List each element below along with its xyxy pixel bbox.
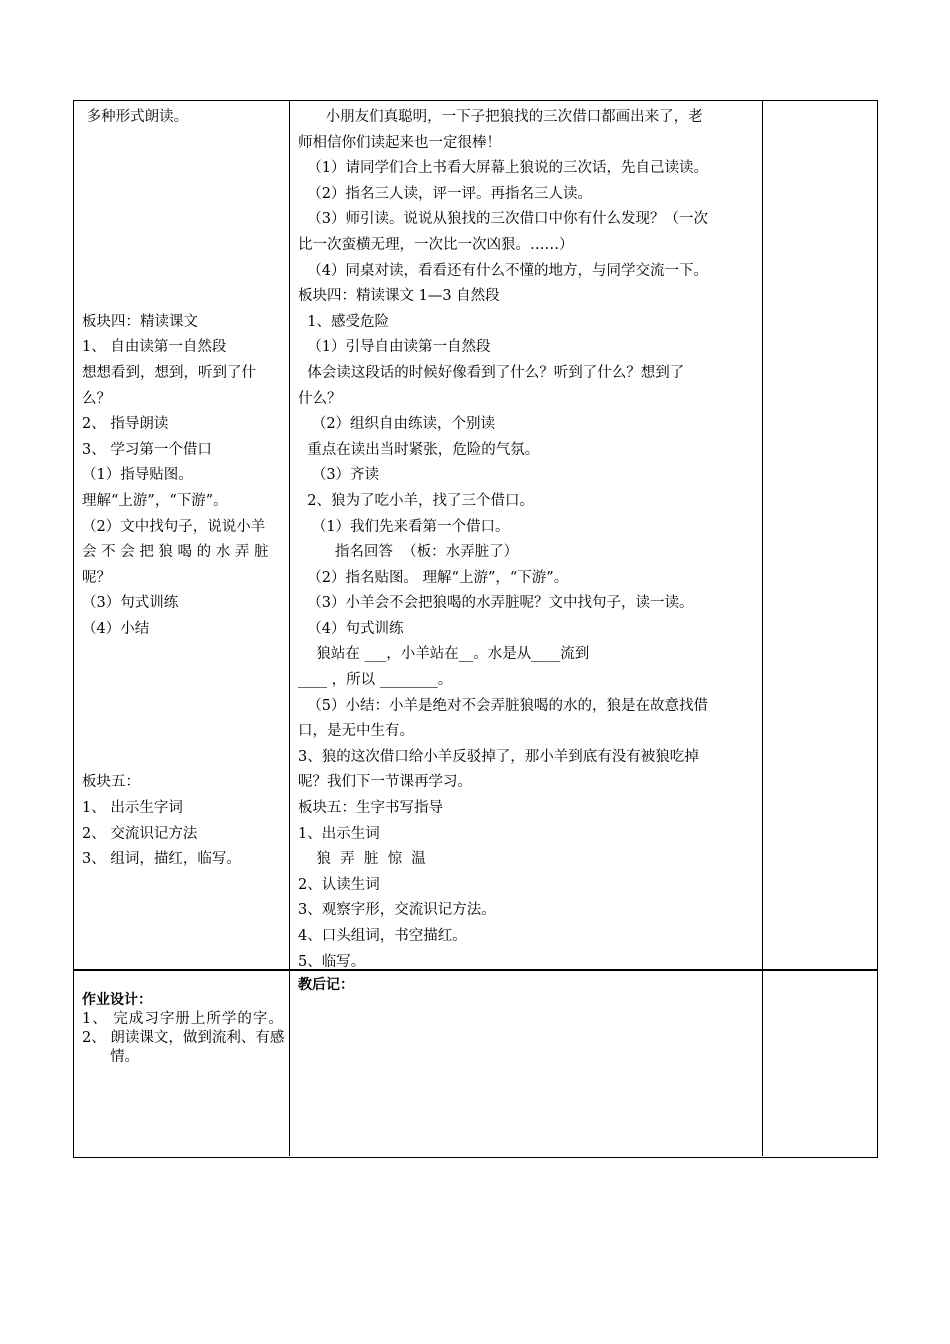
left-column-line: （2）文中找句子，说说小羊: [82, 518, 266, 535]
left-column-line: （4）小结: [82, 620, 150, 637]
procedure-line: （1）我们先来看第一个借口。: [298, 518, 510, 535]
procedure-line: 重点在读出当时紧张，危险的气氛。: [298, 441, 540, 458]
procedure-line: 比一次蛮横无理，一次比一次凶狠。……）: [298, 236, 574, 253]
left-column-line: 板块四：精读课文: [82, 313, 198, 330]
left-column-line: [82, 156, 282, 182]
column-divider-2: [762, 101, 763, 1156]
afterword-title: 教后记：: [298, 977, 354, 993]
left-column-line: 3、 组词，描红，临写。: [82, 851, 241, 868]
left-column-line: [82, 284, 282, 310]
left-column-line: 理解“上游”，“下游”。: [82, 492, 228, 509]
procedure-line: （3）师引读。说说从狼找的三次借口中你有什么发现？（一次: [298, 211, 708, 228]
left-column-line: 3、 学习第一个借口: [82, 441, 212, 458]
homework-item-1: 1、 完成习字册上所学的字。: [82, 1011, 284, 1027]
left-column-line: [82, 182, 282, 208]
procedure-line: （3）小羊会不会把狼喝的水弄脏呢？文中找句子，读一读。: [298, 595, 694, 612]
left-column-line: [82, 131, 282, 157]
procedure-line: 3、观察字形，交流识记方法。: [298, 902, 496, 919]
procedure-line: （1）请同学们合上书看大屏幕上狼说的三次话，先自己读读。: [298, 160, 708, 177]
procedure-line: 1、出示生词: [298, 825, 380, 842]
procedure-line: ____ ，所以 ________。: [298, 672, 453, 689]
left-column-line: 2、 指导朗读: [82, 416, 169, 433]
procedure-line: 2、狼为了吃小羊，找了三个借口。: [298, 492, 534, 509]
procedure-line: （2）指名三人读，评一评。再指名三人读。: [298, 185, 592, 202]
left-column-line: [82, 745, 282, 771]
left-column-line: [82, 259, 282, 285]
procedure-line: （2）组织自由练读，个别读: [298, 416, 496, 433]
left-column-steps: [82, 105, 282, 873]
procedure-line: 5、临写。: [298, 953, 366, 970]
procedure-line: 2、认读生词: [298, 876, 380, 893]
procedure-line: 体会读这段话的时候好像看到了什么？听到了什么？想到了: [298, 364, 685, 381]
procedure-line: 板块四：精读课文 1—3 自然段: [298, 288, 500, 305]
left-column-line: [82, 233, 282, 259]
middle-column-procedure: [298, 105, 758, 975]
left-column-line: [82, 694, 282, 720]
procedure-line: 小朋友们真聪明，一下子把狼找的三次借口都画出来了，老: [298, 109, 703, 125]
left-column-line: 2、 交流识记方法: [82, 825, 198, 842]
left-column-line: （3）句式训练: [82, 595, 179, 612]
procedure-line: （1）引导自由读第一自然段: [298, 339, 491, 356]
left-column-line: [82, 668, 282, 694]
left-column-line: 呢？: [82, 569, 111, 586]
procedure-line: 指名回答 （板：水弄脏了）: [298, 544, 519, 561]
left-column-line: [82, 207, 282, 233]
procedure-line: 1、感受危险: [298, 313, 389, 330]
left-column-line: （1）指导贴图。: [82, 467, 193, 484]
procedure-line: （3）齐读: [298, 467, 380, 484]
procedure-line: （4）同桌对读，看看还有什么不懂的地方，与同学交流一下。: [298, 262, 708, 279]
procedure-line: 狼站在 ___，小羊站在__。水是从____流到: [298, 646, 590, 663]
left-column-line: [82, 719, 282, 745]
procedure-line: （4）句式训练: [298, 620, 404, 637]
procedure-line: 狼 弄 脏 惊 温: [298, 851, 426, 868]
procedure-line: 3、狼的这次借口给小羊反驳掉了，那小羊到底有没有被狼吃掉: [298, 748, 699, 765]
lesson-table: [73, 100, 878, 1158]
left-column-line: 1、 自由读第一自然段: [82, 339, 227, 356]
left-column-line: 想想看到，想到，听到了什: [82, 364, 256, 381]
column-divider-1: [289, 101, 290, 1156]
homework-design: [82, 991, 285, 1067]
procedure-line: （5）小结：小羊是绝对不会弄脏狼喝的水的，狼是在故意找借: [298, 697, 708, 714]
procedure-line: 什么？: [298, 390, 342, 407]
left-column-line: 多种形式朗读。: [82, 109, 189, 125]
procedure-line: 口，是无中生有。: [298, 723, 414, 740]
left-column-line: 板块五：: [82, 774, 140, 791]
homework-title: 作业设计：: [82, 992, 152, 1008]
left-column-line: [82, 642, 282, 668]
procedure-line: 4、口头组词，书空描红。: [298, 928, 467, 944]
left-column-line: 1、 出示生字词: [82, 800, 183, 817]
procedure-line: 板块五：生字书写指导: [298, 800, 443, 817]
procedure-line: 呢？我们下一节课再学习。: [298, 774, 472, 791]
procedure-line: （2）指名贴图。 理解“上游”，“下游”。: [298, 569, 569, 586]
left-column-line: 么？: [82, 390, 111, 407]
left-column-line: 会 不 会 把 狼 喝 的 水 弄 脏: [82, 544, 269, 561]
homework-item-2: 2、 朗读课文，做到流利、有感情。: [82, 1030, 285, 1065]
procedure-line: 师相信你们读起来也一定很棒！: [298, 134, 501, 151]
